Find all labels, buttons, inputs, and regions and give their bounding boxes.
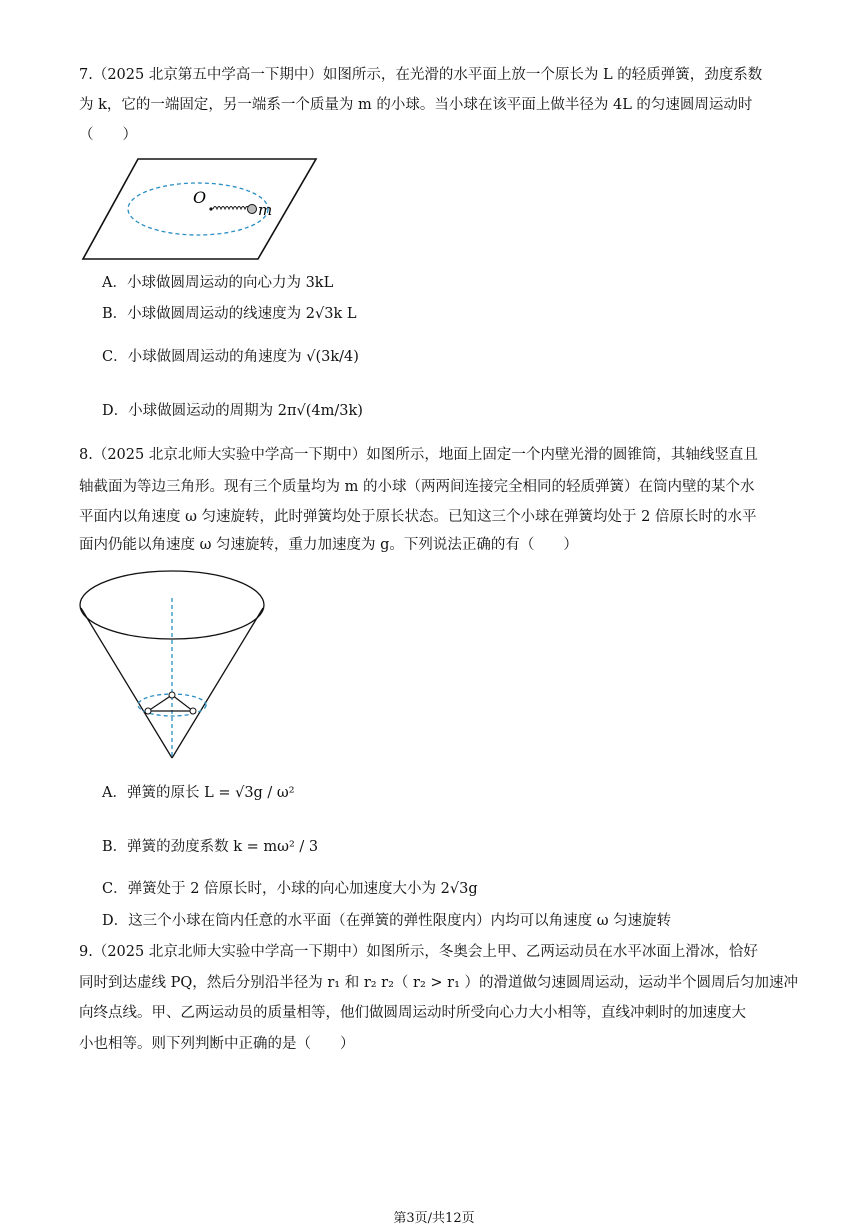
q9-line4: 小也相等。则下列判断中正确的是（ ） [79, 1036, 355, 1052]
q9-line1: 9.（2025 北京北师大实验中学高一下期中）如图所示，冬奥会上甲、乙两运动员在水平冰面上滑冰，恰好 [79, 944, 758, 960]
q7-option-c: C．小球做圆周运动的角速度为 √(3k/4) [102, 349, 359, 365]
q9-line2: 同时到达虚线 PQ，然后分别沿半径为 r₁ 和 r₂ r₂（ r₂ > r₁ ）的滑道做匀速圆周运动，运动半个圆周后匀加速冲 [79, 975, 798, 991]
q7-line1: 7.（2025 北京第五中学高一下期中）如图所示，在光滑的水平面上放一个原长为 L 的轻质弹簧，劲度系数 [79, 67, 763, 83]
page-footer: 第3页/共12页 [393, 1211, 475, 1226]
q7-figure [80, 156, 320, 262]
q7-option-d: D．小球做圆运动的周期为 2π√(4m/3k) [102, 403, 363, 419]
q8-line3: 平面内以角速度 ω 匀速旋转，此时弹簧均处于原长状态。已知这三个小球在弹簧均处于 2 倍原长时的水平 [79, 509, 757, 525]
q7-label-m: m [258, 201, 273, 219]
q8-line4: 面内仍能以角速度 ω 匀速旋转，重力加速度为 g。下列说法正确的有（ ） [79, 537, 578, 553]
q7-line3: （ ） [79, 127, 137, 143]
q8-line2: 轴截面为等边三角形。现有三个质量均为 m 的小球（两两间连接完全相同的轻质弹簧）在筒内壁的某个水 [79, 479, 755, 495]
q8-line1: 8.（2025 北京北师大实验中学高一下期中）如图所示，地面上固定一个内壁光滑的圆锥筒，其轴线竖直且 [79, 447, 758, 463]
q8-option-c: C．弹簧处于 2 倍原长时，小球的向心加速度大小为 2√3g [102, 881, 478, 897]
q8-option-d: D．这三个小球在筒内任意的水平面（在弹簧的弹性限度内）内均可以角速度 ω 匀速旋转 [102, 913, 672, 929]
q7-option-b: B．小球做圆周运动的线速度为 2√3k L [102, 306, 357, 322]
q8-option-a: A．弹簧的原长 L = √3g / ω² [102, 785, 295, 801]
q7-option-a: A．小球做圆周运动的向心力为 3kL [102, 275, 334, 291]
q8-option-b: B．弹簧的劲度系数 k = mω² / 3 [102, 839, 319, 855]
q8-cone-figure [76, 568, 268, 763]
q7-line2: 为 k，它的一端固定，另一端系一个质量为 m 的小球。当小球在该平面上做半径为 4L 的匀速圆周运动时 [79, 97, 753, 113]
q7-label-O: O [193, 188, 207, 207]
q9-line3: 向终点线。甲、乙两运动员的质量相等，他们做圆周运动时所受向心力大小相等，直线冲刺时的加速度大 [79, 1005, 746, 1021]
